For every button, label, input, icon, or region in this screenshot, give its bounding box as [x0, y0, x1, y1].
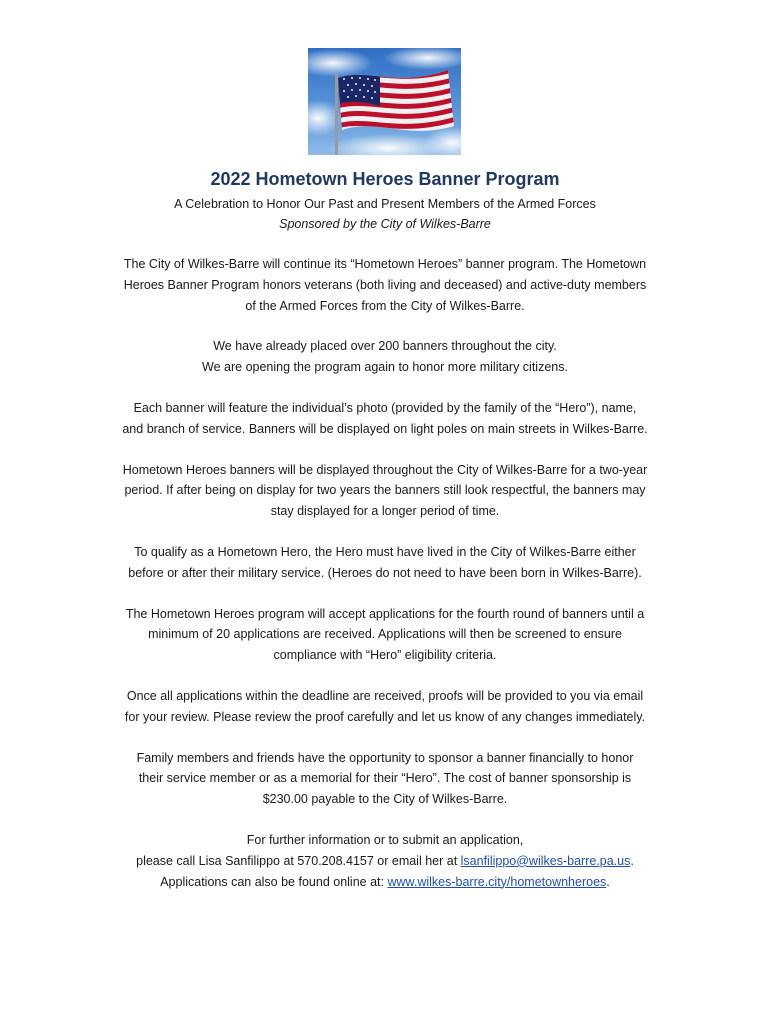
- contact-line: [70, 851, 700, 872]
- text-line: The Hometown Heroes program will accept applications for the fourth round of banners until a: [125, 606, 645, 621]
- text-line: $230.00 payable to the City of Wilkes-Barre.: [262, 792, 508, 807]
- email-link[interactable]: lsanfilippo@wilkes-barre.pa.us: [460, 853, 631, 868]
- paragraph-qualification: [70, 542, 700, 584]
- text-line: compliance with “Hero” eligibility criteria.: [273, 648, 497, 663]
- text-line: Family members and friends have the opportunity to sponsor a banner financially to honor: [136, 750, 634, 765]
- text-line: of the Armed Forces from the City of Wilkes-Barre.: [245, 298, 525, 313]
- american-flag-icon: [308, 48, 461, 155]
- punctuation: .: [630, 853, 634, 868]
- contact-phone-text: please call Lisa Sanfilippo at 570.208.4157 or email her at: [136, 853, 461, 868]
- text-line: Each banner will feature the individual’s photo (provided by the family of the “Hero”), name,: [133, 400, 637, 415]
- american-flag-image: [308, 48, 461, 155]
- punctuation: .: [606, 874, 610, 889]
- sponsor-line: Sponsored by the City of Wilkes-Barre: [279, 217, 491, 231]
- contact-line: For further information or to submit an application,: [246, 832, 524, 847]
- paragraph-banner-features: [70, 398, 700, 440]
- paragraph-program-intro: [70, 254, 700, 316]
- paragraph-applications: [70, 604, 700, 666]
- text-line: before or after their military service. (Heroes do not need to have been born in Wilkes-Barre).: [128, 565, 642, 580]
- text-line: and branch of service. Banners will be displayed on light poles on main streets in Wilkes-Barre.: [122, 421, 648, 436]
- contact-line: [70, 872, 700, 893]
- contact-section: [70, 830, 700, 892]
- text-line: We are opening the program again to honor more military citizens.: [202, 360, 568, 375]
- paragraph-sponsorship: [70, 748, 700, 810]
- page-title: 2022 Hometown Heroes Banner Program: [210, 169, 560, 189]
- website-link[interactable]: www.wilkes-barre.city/hometownheroes: [387, 874, 607, 889]
- text-line: Once all applications within the deadline are received, proofs will be provided to you via email: [126, 688, 644, 703]
- text-line: stay displayed for a longer period of time.: [270, 504, 500, 519]
- document-body: [70, 166, 700, 892]
- text-line: minimum of 20 applications are received. Applications will then be screened to ensure: [148, 627, 622, 642]
- text-line: Hometown Heroes banners will be displayed throughout the City of Wilkes-Barre for a two-year: [122, 462, 648, 477]
- text-line: We have already placed over 200 banners throughout the city.: [213, 339, 557, 354]
- text-line: Heroes Banner Program honors veterans (both living and deceased) and active-duty members: [123, 277, 647, 292]
- paragraph-proofs: [70, 686, 700, 728]
- paragraph-banners-placed: [70, 336, 700, 378]
- subtitle: A Celebration to Honor Our Past and Present Members of the Armed Forces: [174, 197, 596, 211]
- text-line: for your review. Please review the proof carefully and let us know of any changes immediately.: [124, 709, 646, 724]
- text-line: To qualify as a Hometown Hero, the Hero must have lived in the City of Wilkes-Barre either: [134, 544, 636, 559]
- paragraph-display-period: [70, 460, 700, 522]
- online-text: Applications can also be found online at:: [160, 874, 388, 889]
- text-line: their service member or as a memorial for their “Hero”. The cost of banner sponsorship is: [138, 771, 632, 786]
- text-line: period. If after being on display for two years the banners still look respectful, the banners may: [124, 483, 646, 498]
- text-line: The City of Wilkes-Barre will continue its “Hometown Heroes” banner program. The Hometown: [123, 257, 647, 271]
